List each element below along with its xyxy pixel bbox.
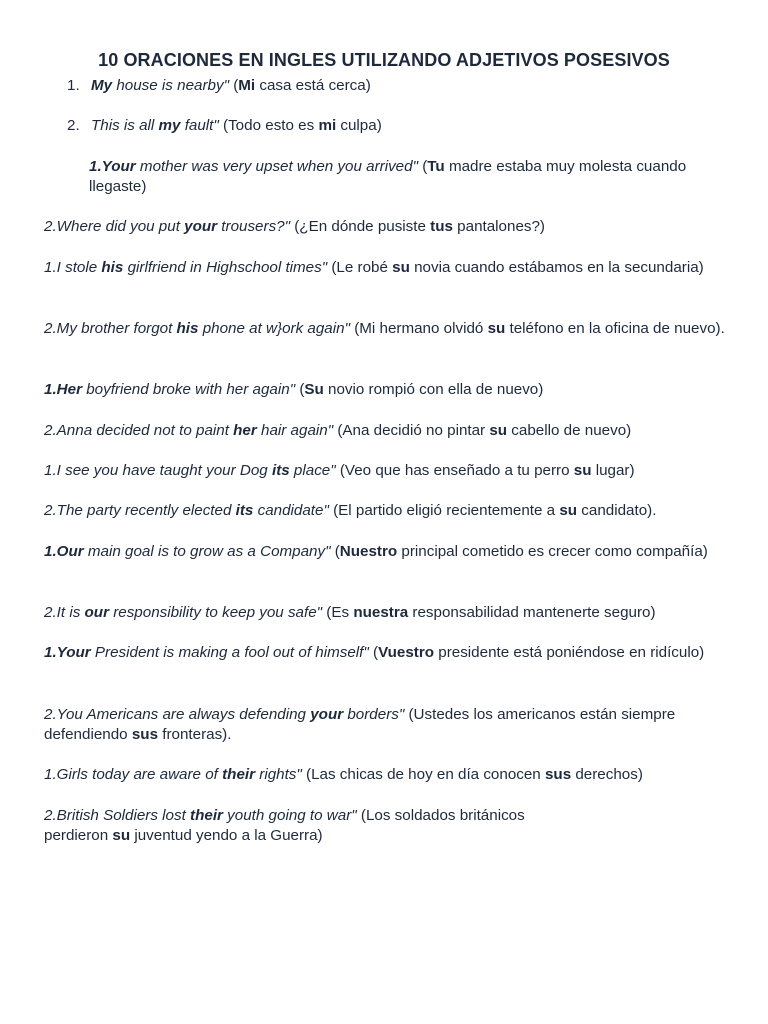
- page-title: 10 ORACIONES EN INGLES UTILIZANDO ADJETIVOS POSESIVOS: [98, 50, 670, 70]
- sentence-2: 2. This is all my fault" (Todo esto es mi culpa): [67, 117, 382, 134]
- sentence-15: 1.Girls today are aware of their rights" (Las chicas de hoy en día conocen sus derechos): [44, 766, 643, 783]
- sentence-9: 1.I see you have taught your Dog its place" (Veo que has enseñado a tu perro su lugar): [44, 462, 635, 479]
- sentence-6: 2.My brother forgot his phone at w}ork again" (Mi hermano olvidó su teléfono en la oficina de nuevo).: [44, 320, 725, 337]
- sentence-13: 1.Your President is making a fool out of himself" (Vuestro presidente está poniéndose en ridículo): [44, 644, 705, 661]
- sentence-5: 1.I stole his girlfriend in Highschool times" (Le robé su novia cuando estábamos en la secundaria): [44, 259, 704, 276]
- sentence-8: 2.Anna decided not to paint her hair again" (Ana decidió no pintar su cabello de nuevo): [44, 422, 632, 439]
- sentence-10: 2.The party recently elected its candidate" (El partido eligió recientemente a su candidato).: [44, 502, 657, 519]
- sentence-11: 1.Our main goal is to grow as a Company" (Nuestro principal cometido es crecer como compañía): [44, 543, 708, 560]
- sentence-1: 1. My house is nearby" (Mi casa está cerca): [67, 77, 371, 94]
- sentence-14: 2.You Americans are always defending your borders" (Ustedes los americanos están siempre defendiendo sus fronteras).: [44, 706, 676, 743]
- sentence-12: 2.It is our responsibility to keep you safe" (Es nuestra responsabilidad mantenerte seguro): [44, 604, 656, 621]
- sentence-7: 1.Her boyfriend broke with her again" (Su novio rompió con ella de nuevo): [44, 381, 544, 398]
- sentence-3: 1.Your mother was very upset when you arrived" (Tu madre estaba muy molesta cuando llegaste): [89, 158, 687, 195]
- sentence-16: 2.British Soldiers lost their youth going to war" (Los soldados británicos perdieron su juventud yendo a la Guerra): [44, 807, 525, 844]
- sentence-4: 2.Where did you put your trousers?" (¿En dónde pusiste tus pantalones?): [44, 218, 545, 235]
